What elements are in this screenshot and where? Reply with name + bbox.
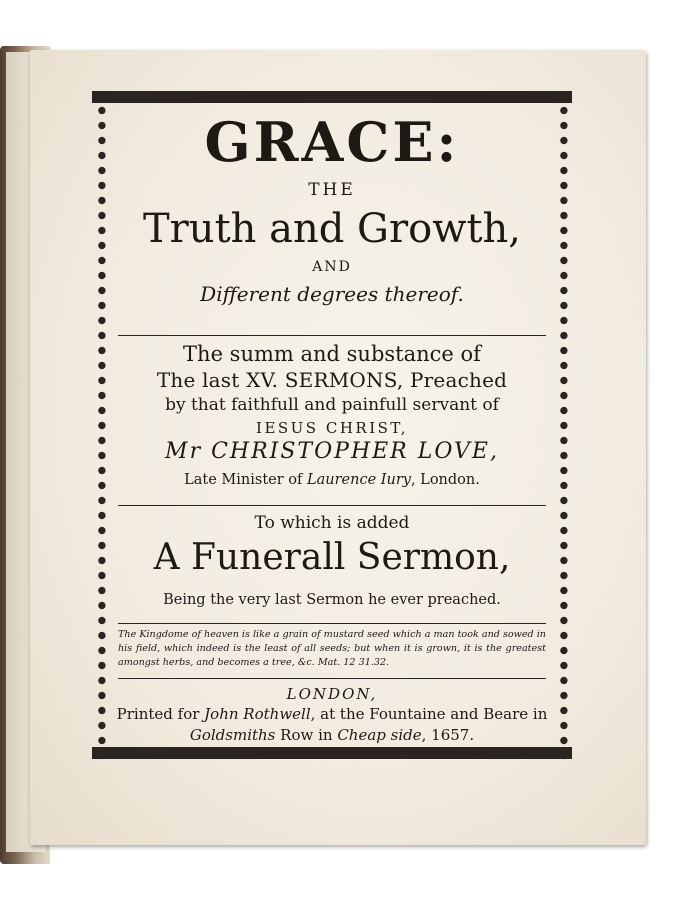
- added-line: To which is added: [254, 513, 410, 533]
- rule-divider: [118, 505, 546, 506]
- subtitle-the: THE: [308, 180, 356, 200]
- minister-suffix: , London.: [410, 472, 480, 488]
- minister-church: Laurence Iury: [307, 472, 411, 488]
- imprint-year: , 1657.: [421, 726, 475, 744]
- imprint-printed-middle: , at the Fountaine and Beare in: [310, 705, 548, 723]
- rule-divider: [118, 623, 546, 624]
- scripture-quote: The Kingdome of heaven is like a grain of mustard seed which a man took and sowed in his field, which indeed is the least of all seeds; but when it is grown, it is the greatest amongst herbs, and becomes a tree, &c. Mat. 12 31.32.: [118, 629, 546, 668]
- ornamental-frame: [92, 88, 572, 762]
- minister-line: [114, 470, 550, 490]
- title-page-text: [114, 108, 550, 744]
- sermons-line: The last XV. SERMONS, Preached: [156, 368, 508, 392]
- last-sermon-line: Being the very last Sermon he ever preached.: [163, 592, 501, 608]
- servant-line: by that faithfull and painfull servant of: [165, 395, 499, 415]
- rule-divider: [118, 335, 546, 336]
- fleuron-border-bottom: [92, 744, 572, 762]
- minister-prefix: Late Minister of: [184, 472, 307, 488]
- imprint-printer: John Rothwell: [204, 705, 311, 723]
- imprint-city: LONDON,: [286, 685, 378, 703]
- subtitle-different: Different degrees thereof.: [200, 282, 464, 306]
- summ-line: The summ and substance of: [183, 342, 481, 366]
- author-name: Mr CHRISTOPHER LOVE,: [165, 439, 499, 464]
- subtitle-truth: Truth and Growth,: [143, 206, 521, 252]
- funerall-sermon-title: A Funerall Sermon,: [153, 537, 511, 578]
- imprint-cheapside: Cheap side: [337, 726, 422, 744]
- imprint-row-mid: Row in: [275, 726, 338, 744]
- imprint-line-1: [114, 704, 550, 724]
- main-title: GRACE:: [204, 110, 460, 174]
- subtitle-and: AND: [312, 259, 352, 275]
- imprint-printed-prefix: Printed for: [116, 705, 205, 723]
- imprint-row: Goldsmiths: [189, 726, 276, 744]
- fleuron-border-right: [554, 88, 572, 762]
- fleuron-border-top: [92, 88, 572, 106]
- fleuron-border-left: [92, 88, 110, 762]
- jesus-christ-line: IESUS CHRIST,: [256, 419, 408, 437]
- rule-divider: [118, 678, 546, 679]
- imprint-line-2: [114, 725, 550, 745]
